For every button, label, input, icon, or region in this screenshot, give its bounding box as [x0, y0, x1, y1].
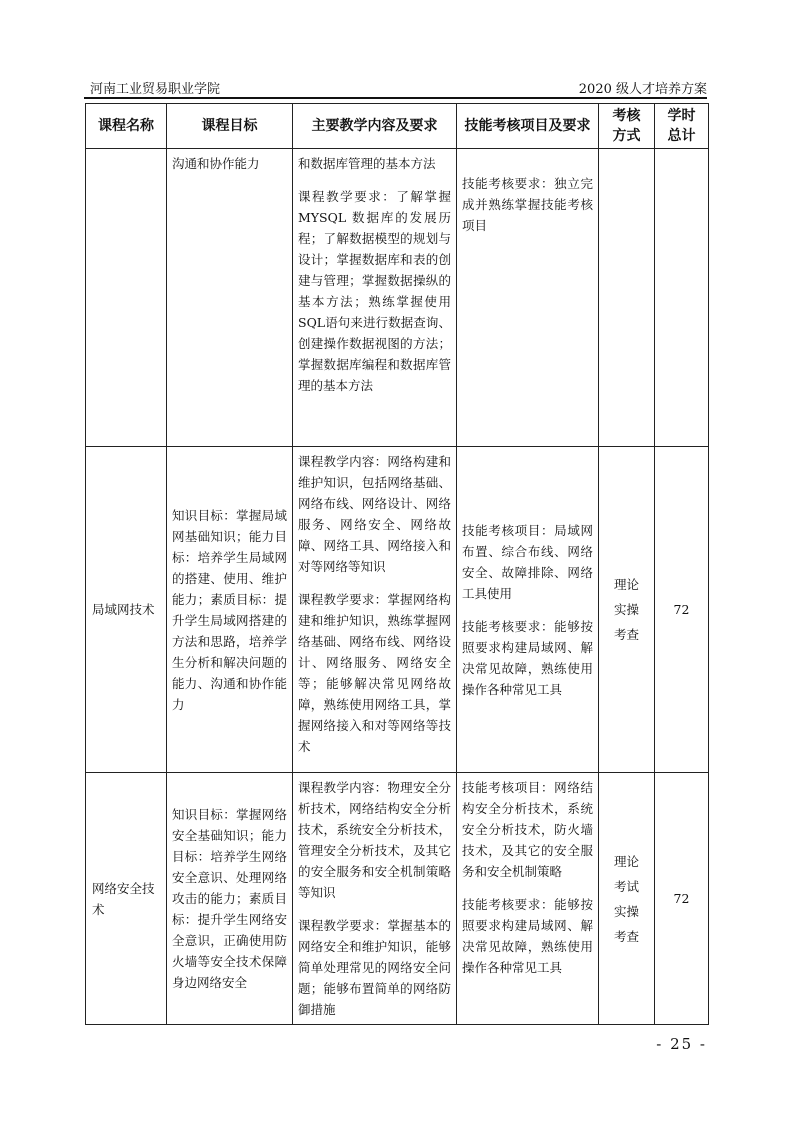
exam-method-line: 实操	[613, 903, 639, 919]
teaching-requirement-text: 课程教学要求：掌握基本的网络安全和维护知识，能够简单处理常见的网络安全问题；能够布置简单的网络防御措施	[298, 918, 451, 1017]
teaching-content-text: 课程教学内容：物理安全分析技术，网络结构安全分析技术，系统安全分析技术，管理安全分析技术，及其它的安全服务和安全机制策略等知识	[298, 780, 451, 900]
exam-method-line: 考查	[613, 627, 639, 642]
table-row	[86, 447, 709, 773]
page-number: - 25 -	[656, 1035, 707, 1053]
skill-project-text: 技能考核项目：网络结构安全分析技术，系统安全分析技术，防火墙技术，及其它的安全服务和安全机制策略	[462, 780, 593, 879]
course-objective-cell	[167, 773, 293, 1025]
teaching-content-text: 和数据库管理的基本方法	[298, 156, 436, 171]
teaching-content-cell	[293, 447, 457, 773]
exam-method-cell	[599, 149, 655, 447]
course-name-cell	[86, 447, 167, 773]
teaching-requirement-text: 课程教学要求：掌握网络构建和维护知识，熟练掌握网络基础、网络布线、网络设计、网络服务、网络安全等；能够解决常见网络故障，熟练使用网络工具，掌握网络接入和对等网络等技术	[298, 592, 451, 754]
total-hours-cell: 72	[655, 773, 709, 1025]
exam-method-line: 理论	[613, 853, 639, 869]
col-course-name: 课程名称	[86, 104, 167, 149]
teaching-requirement-text: 课程教学要求：了解掌握MYSQL 数据库的发展历程；了解数据模型的规划与设计；掌握数据库和表的创建与管理；掌握数据操纵的基本方法；熟练掌握使用SQL语句来进行数据查询、创建操作数据视图的方法；掌握数据库编程和数据库管理的基本方法	[298, 189, 451, 393]
header-school-name: 河南工业贸易职业学院	[90, 82, 221, 97]
skill-project-text: 技能考核项目：局域网布置、综合布线、网络安全、故障排除、网络工具使用	[462, 522, 593, 601]
header-rule	[84, 97, 707, 99]
course-objective-text: 知识目标：掌握网络安全基础知识；能力目标：培养学生网络安全意识、处理网络攻击的能力；素质目标：提升学生网络安全意识，正确使用防火墙等安全技术保障身边网络安全	[172, 807, 287, 990]
col-total-hours	[655, 104, 709, 149]
table-row	[86, 773, 709, 1025]
course-name-cell	[86, 773, 167, 1025]
course-name-cell	[86, 149, 167, 447]
skill-assessment-cell	[457, 773, 599, 1025]
col-total-hours-line1: 学时	[667, 108, 696, 124]
exam-method-line: 考试	[613, 878, 639, 894]
col-total-hours-line2: 总计	[667, 128, 696, 144]
exam-method-line: 实操	[613, 602, 639, 617]
table-row	[86, 149, 709, 447]
total-hours-cell	[655, 149, 709, 447]
course-name-text: 局域网技术	[92, 602, 155, 617]
skill-requirement-text: 技能考核要求：独立完成并熟练掌握技能考核项目	[462, 176, 593, 233]
total-hours-cell: 72	[655, 447, 709, 773]
skill-requirement-text: 技能考核要求：能够按照要求构建局域网、解决常见故障，熟练使用操作各种常见工具	[462, 897, 593, 975]
teaching-content-cell	[293, 149, 457, 447]
course-objective-cell	[167, 149, 293, 447]
skill-assessment-cell	[457, 447, 599, 773]
course-name-text: 网络安全技术	[92, 880, 155, 917]
col-exam-method-line2: 方式	[612, 128, 641, 144]
exam-method-cell	[599, 773, 655, 1025]
col-exam-method-line1: 考核	[612, 108, 641, 124]
course-objective-text: 沟通和协作能力	[172, 156, 260, 171]
course-objective-text: 知识目标：掌握局域网基础知识；能力目标：培养学生局域网的搭建、使用、维护能力；素质目标：提升学生局域网搭建的方法和思路，培养学生分析和解决问题的能力、沟通和协作能力	[172, 507, 287, 712]
table-header-row	[86, 104, 709, 149]
exam-method-line: 理论	[613, 577, 639, 592]
teaching-content-text: 课程教学内容：网络构建和维护知识，包括网络基础、网络布线、网络设计、网络服务、网络安全、网络故障、网络工具、网络接入和对等网络等知识	[298, 454, 451, 574]
skill-assessment-cell	[457, 149, 599, 447]
col-skill-assessment: 技能考核项目及要求	[457, 104, 599, 149]
col-teaching-content: 主要教学内容及要求	[293, 104, 457, 149]
col-exam-method	[599, 104, 655, 149]
course-objective-cell	[167, 447, 293, 773]
exam-method-cell	[599, 447, 655, 773]
exam-method-line: 考查	[613, 928, 639, 944]
header-document-title: 2020 级人才培养方案	[578, 82, 707, 97]
curriculum-table	[85, 103, 709, 1025]
skill-requirement-text: 技能考核要求：能够按照要求构建局域网、解决常见故障，熟练使用操作各种常见工具	[462, 618, 593, 697]
col-course-objective: 课程目标	[167, 104, 293, 149]
teaching-content-cell	[293, 773, 457, 1025]
